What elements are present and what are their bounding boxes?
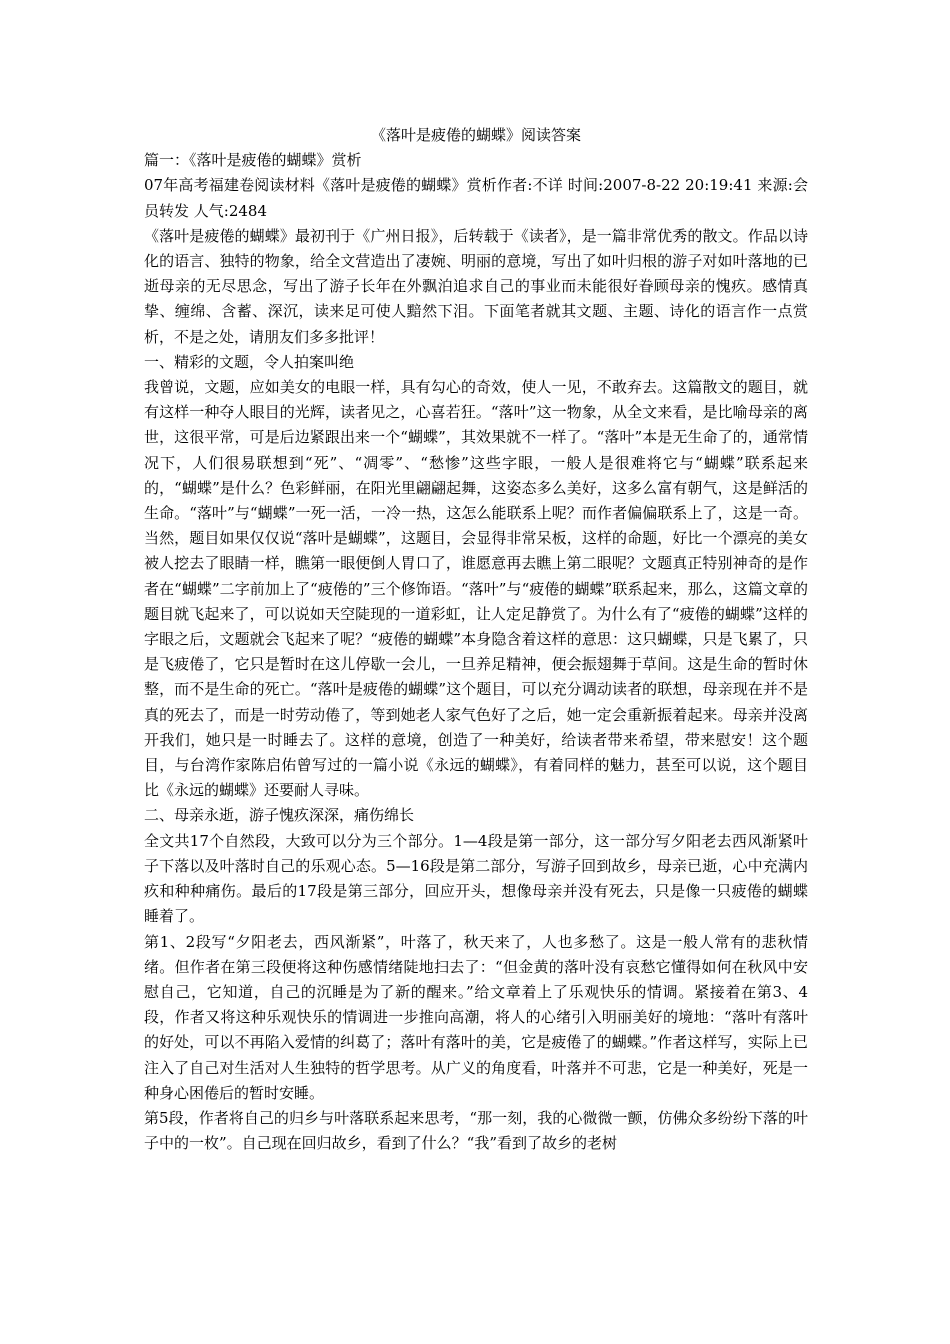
paragraph-5-analysis: 第5段，作者将自己的归乡与叶落联系起来思考，“那一刻，我的心微微一颤，仿佛众多纷纷下落的叶子中的一枚”。自己现在回归故乡，看到了什么？“我”看到了故乡的老树: [144, 1108, 808, 1153]
section-heading-one: 一、精彩的文题，令人拍案叫绝: [144, 352, 355, 371]
structure-paragraph: 全文共17个自然段，大致可以分为三个部分。1—4段是第一部分，这一部分写夕阳老去西风渐紧叶子下落以及叶落时自己的乐观心态。5—16段是第二部分，写游子回到故乡，母亲已逝，心中充满内疚和种种痛伤。最后的17段是第三部分，回应开头，想像母亲并没有死去，只是像一只疲倦的蝴蝶睡着了。: [144, 831, 808, 926]
section-heading-two: 二、母亲永逝，游子愧疚深深，痛伤绵长: [144, 806, 415, 825]
paragraphs-1-2-analysis: 第1、2段写“夕阳老去，西风渐紧”，叶落了，秋天来了，人也多愁了。这是一般人常有的悲秋情绪。但作者在第三段便将这种伤感情绪陡地扫去了：“但金黄的落叶没有哀愁它懂得如何在秋风中安慰自己，它知道，自己的沉睡是为了新的醒来。”给文章着上了乐观快乐的情调。紧接着在第3、4段，作者又将这种乐观快乐的情调进一步推向高潮，将人的心绪引入明丽美好的境地：“落叶有落叶的好处，可以不再陷入爱情的纠葛了；落叶有落叶的美，它是疲倦了的蝴蝶。”作者这样写，实际上已注入了自己对生活对人生独特的哲学思考。从广义的角度看，叶落并不可悲，它是一种美好，死是一种身心困倦后的暂时安睡。: [144, 932, 808, 1102]
intro-paragraph: 《落叶是疲倦的蝴蝶》最初刊于《广州日报》，后转载于《读者》，是一篇非常优秀的散文。作品以诗化的语言、独特的物象，给全文营造出了凄婉、明丽的意境，写出了如叶归根的游子对如叶落地的已逝母亲的无尽思念，写出了游子长年在外飘泊追求自己的事业而未能很好眷顾母亲的愧疚。感情真挚、缠绵、含蓄、深沉，读来足可使人黯然下泪。下面笔者就其文题、主题、诗化的语言作一点赏析，不是之处，请朋友们多多批评！: [144, 226, 808, 346]
document-page: [144, 123, 808, 1156]
document-title: 《落叶是疲倦的蝴蝶》阅读答案: [370, 126, 581, 144]
title-analysis-paragraph: 我曾说，文题，应如美女的电眼一样，具有勾心的奇效，使人一见，不敢弃去。这篇散文的题目，就有这样一种夺人眼目的光辉，读者见之，心喜若狂。“落叶”这一物象，从全文来看，是比喻母亲的离世，这很平常，可是后边紧跟出来一个“蝴蝶”，其效果就不一样了。“落叶”本是无生命了的，通常情况下，人们很易联想到“死”、“凋零”、“愁惨”这些字眼，一般人是很难将它与“蝴蝶”联系起来的，“蝴蝶”是什么？色彩鲜丽，在阳光里翩翩起舞，这姿态多么美好，这多么富有朝气，这是鲜活的生命。“落叶”与“蝴蝶”一死一活，一冷一热，这怎么能联系上呢？而作者偏偏联系上了，这是一奇。当然，题目如果仅仅说“落叶是蝴蝶”，这题目，会显得非常呆板，这样的命题，好比一个漂亮的美女被人挖去了眼睛一样，瞧第一眼便倒人胃口了，谁愿意再去瞧上第二眼呢？文题真正特别神奇的是作者在“蝴蝶”二字前加上了“疲倦的”三个修饰语。“落叶”与“疲倦的蝴蝶”联系起来，那么，这篇文章的题目就飞起来了，可以说如天空陡现的一道彩虹，让人定足静赏了。为什么有了“疲倦的蝴蝶”这样的字眼之后，文题就会飞起来了呢？“疲倦的蝴蝶”本身隐含着这样的意思：这只蝴蝶，只是飞累了，只是飞疲倦了，它只是暂时在这儿停歇一会儿，一旦养足精神，便会振翅舞于草间。这是生命的暂时休整，而不是生命的死亡。“落叶是疲倦的蝴蝶”这个题目，可以充分调动读者的联想，母亲现在并不是真的死去了，而是一时劳动倦了，等到她老人家气色好了之后，她一定会重新振着起来。母亲并没离开我们，她只是一时睡去了。这样的意境，创造了一种美好，给读者带来希望，带来慰安！这个题目，与台湾作家陈启佑曾写过的一篇小说《永远的蝴蝶》，有着同样的魅力，甚至可以说，这个题目比《永远的蝴蝶》还要耐人寻味。: [144, 378, 808, 800]
source-info-line: 07年高考福建卷阅读材料《落叶是疲倦的蝴蝶》赏析作者:不详 时间:2007-8-22 20:19:41 来源:会员转发 人气:2484: [144, 176, 808, 220]
section-heading-part-one: 篇一：《落叶是疲倦的蝴蝶》赏析: [144, 151, 362, 170]
